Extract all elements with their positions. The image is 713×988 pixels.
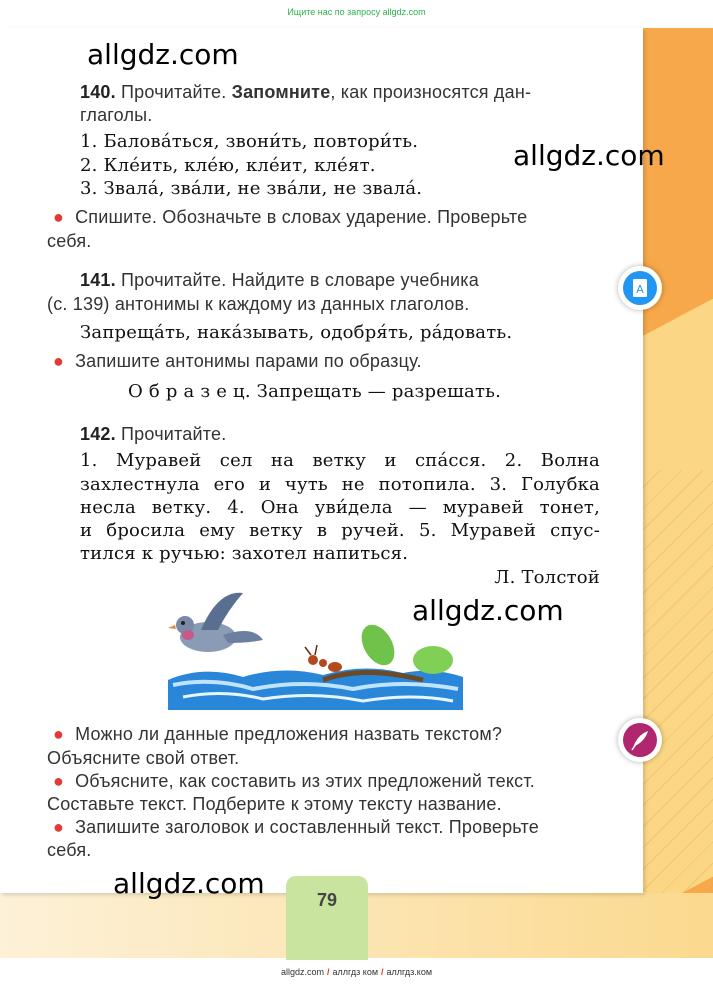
ex142-question-cont: себя. [47, 840, 92, 860]
exercise-number: 140. [80, 82, 116, 102]
watermark: allgdz.com [87, 38, 239, 71]
dove-ant-illustration [163, 585, 468, 715]
ex140-instruction: 140. Прочитайте. Запомните, как произносятся дан- [80, 82, 532, 102]
footer-link[interactable]: allgdz.com [280, 967, 324, 977]
bullet-icon: ● [53, 817, 65, 837]
ex142-text-line: и бросила ему ветку в ручей. 5. Муравей спус- [80, 520, 600, 541]
page-number: 79 [286, 876, 368, 960]
ex141-words: Запреща́ть, нака́зывать, одобря́ть, ра́довать. [80, 322, 513, 343]
footer-link[interactable]: аллгдз ком [332, 967, 379, 977]
svg-text:A: A [636, 283, 644, 296]
ex142-text-line: несла ветку. 4. Она уви́дела — муравей тонет, [80, 497, 600, 518]
dove-icon [168, 593, 263, 652]
ant-icon [305, 645, 342, 672]
bottom-banner [0, 967, 713, 977]
exercise-number: 142. [80, 424, 116, 444]
bullet-icon: ● [53, 771, 65, 791]
ex141-instruction: 141. Прочитайте. Найдите в словаре учебника [80, 270, 479, 290]
ex142-author: Л. Толстой [494, 567, 600, 588]
separator: / [381, 967, 384, 977]
ex140-sentence: 1. Балова́ться, звони́ть, повтори́ть. [80, 131, 419, 152]
watermark: allgdz.com [412, 594, 564, 627]
watermark: allgdz.com [513, 139, 665, 172]
bullet-icon: ● [53, 724, 65, 744]
bullet-icon: ● [53, 351, 65, 371]
footer-link[interactable]: аллгдз.ком [386, 967, 433, 977]
ex142-question-cont: Составьте текст. Подберите к этому тексту название. [47, 794, 502, 814]
ex140-task-cont: себя. [47, 231, 92, 251]
ex142-text-line: захлестнула его и чуть не потопила. 3. Голубка [80, 474, 600, 495]
ex141-task: ● Запишите антонимы парами по образцу. [53, 351, 422, 371]
ex142-text-line: тился к ручью: захотел напиться. [80, 543, 409, 564]
ex142-question: ● Объясните, как составить из этих предложений текст. [53, 771, 535, 791]
ex140-task: ● Спишите. Обозначьте в словах ударение. Проверьте [53, 207, 528, 227]
ex142-question: ● Запишите заголовок и составленный текст. Проверьте [53, 817, 539, 837]
exercise-number: 141. [80, 270, 116, 290]
ex140-sentence: 2. Кле́ить, кле́ю, кле́ит, кле́ят. [80, 155, 376, 176]
ex142-question-cont: Объясните свой ответ. [47, 748, 240, 768]
stream-water [168, 668, 463, 710]
top-banner[interactable]: Ищите нас по запросу allgdz.com [287, 7, 426, 17]
ex140-instruction-cont: глаголы. [80, 105, 153, 125]
bullet-icon: ● [53, 207, 65, 227]
ex141-sample: О б р а з е ц. Запрещать — разрешать. [128, 381, 502, 402]
separator: / [327, 967, 330, 977]
ex141-instruction-cont: (с. 139) антонимы к каждому из данных глаголов. [47, 294, 470, 314]
ex142-question: ● Можно ли данные предложения назвать текстом? [53, 724, 503, 744]
watermark: allgdz.com [113, 867, 265, 900]
quill-icon[interactable] [618, 718, 662, 762]
dictionary-icon[interactable] [618, 266, 662, 310]
ex140-sentence: 3. Звала́, зва́ли, не зва́ли, не звала́. [80, 178, 423, 199]
background-stripes [640, 470, 713, 958]
ex142-text-line: 1. Муравей сел на ветку и спа́сся. 2. Волна [80, 450, 600, 471]
ex142-instruction: 142. Прочитайте. [80, 424, 227, 444]
